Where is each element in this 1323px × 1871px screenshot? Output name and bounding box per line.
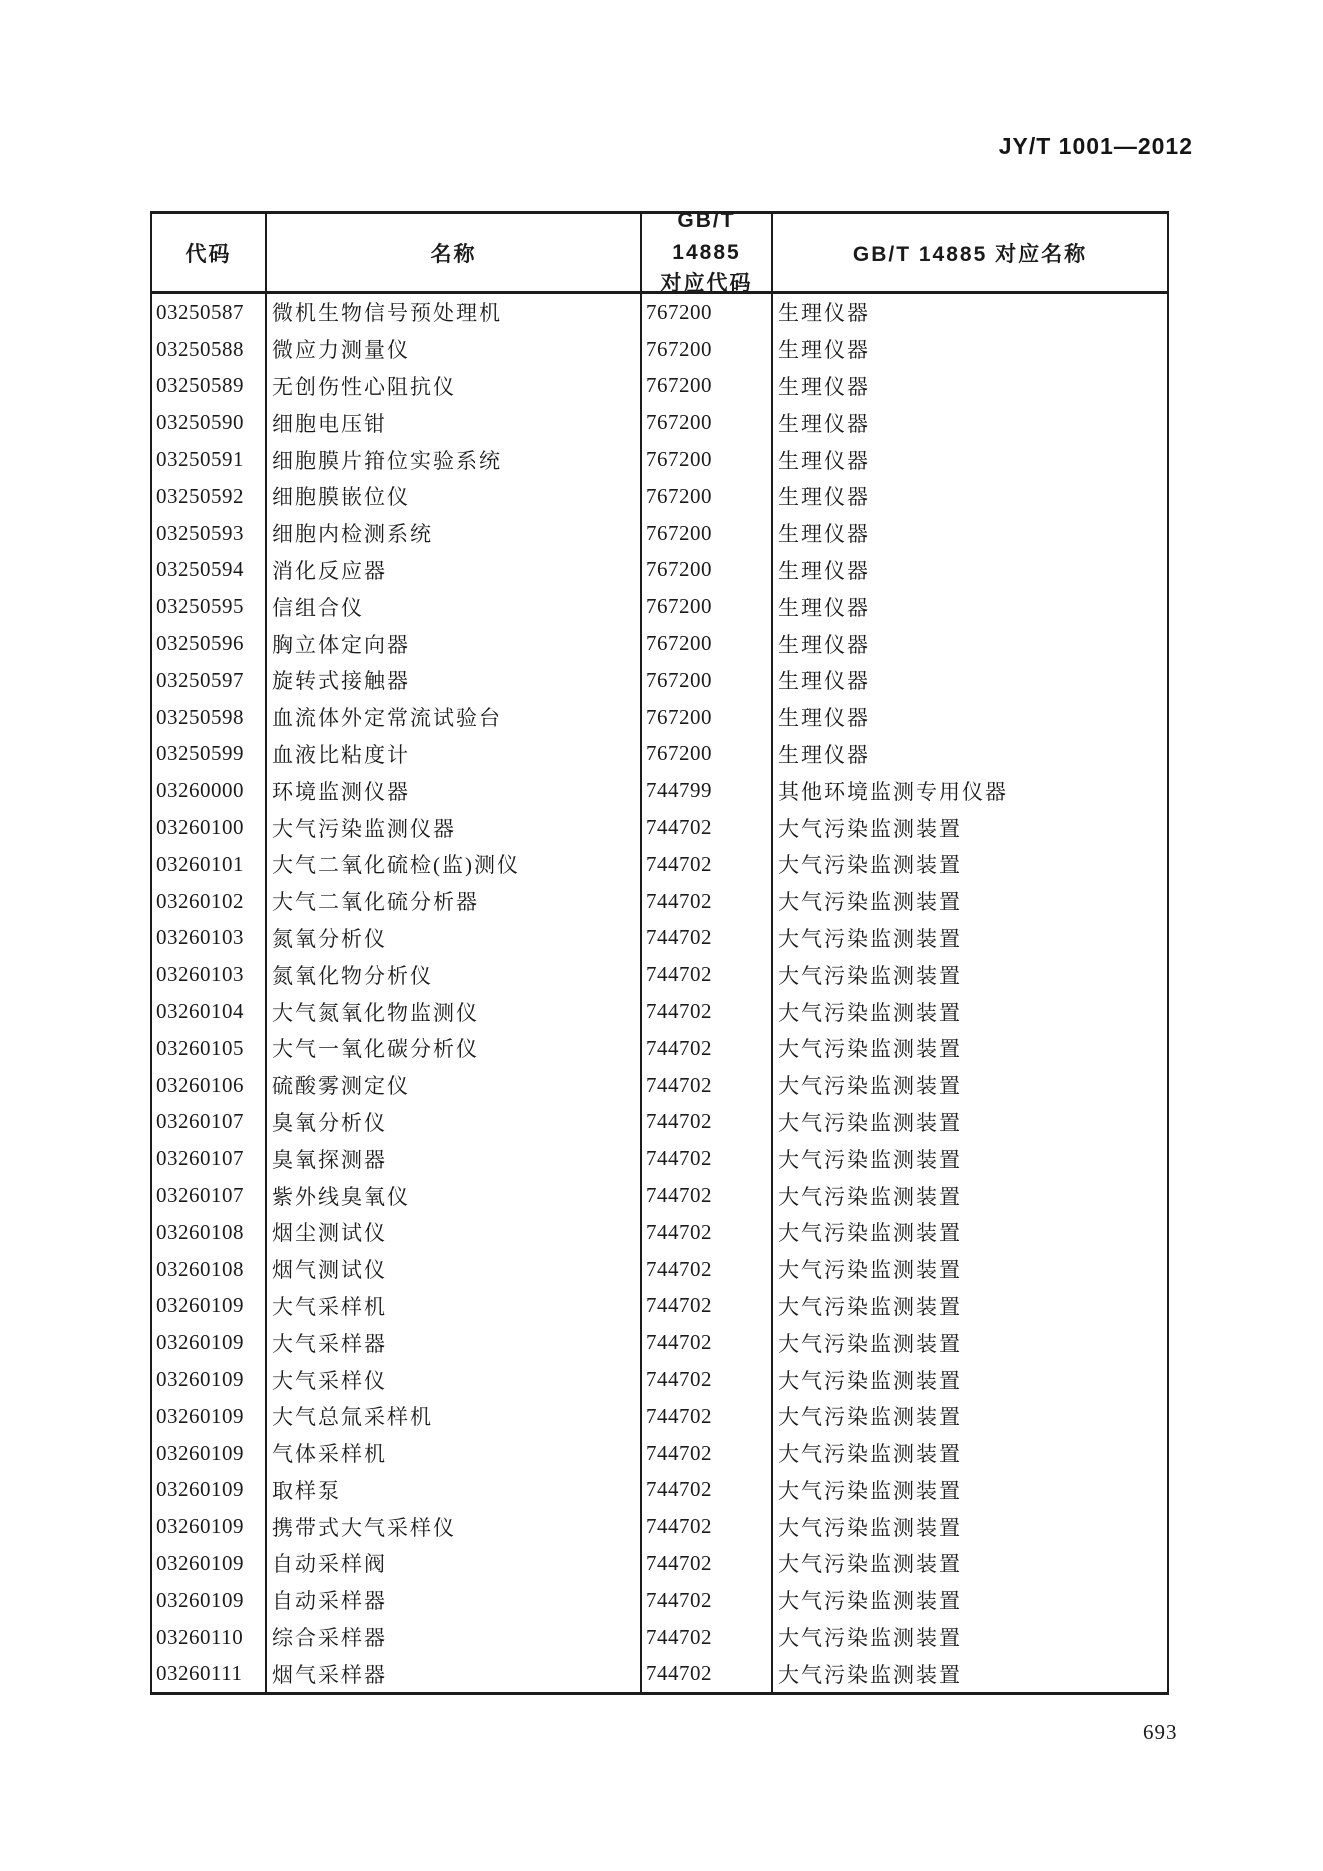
cell-name: 大气污染监测仪器 (267, 809, 642, 846)
cell-code: 03260107 (152, 1177, 267, 1214)
cell-code: 03260105 (152, 1030, 267, 1067)
cell-gbt-name: 大气污染监测装置 (778, 1221, 962, 1246)
cell-gbt-name: 生理仪器 (778, 301, 870, 326)
cell-name: 氮氧化物分析仪 (267, 956, 642, 993)
cell-code: 03250588 (152, 331, 267, 368)
cell-gbt-code: 744702 (642, 846, 773, 883)
cell-code: 03260109 (152, 1508, 267, 1545)
cell-name: 紫外线臭氧仪 (267, 1177, 642, 1214)
table-row (152, 368, 1167, 405)
table-row (152, 920, 1167, 957)
cell-code: 03260108 (152, 1251, 267, 1288)
cell-name: 大气氮氧化物监测仪 (267, 993, 642, 1030)
cell-code: 03260109 (152, 1435, 267, 1472)
table-row (152, 1067, 1167, 1104)
table-row (152, 1435, 1167, 1472)
cell-gbt-name: 大气污染监测装置 (778, 1000, 962, 1025)
table-row (152, 404, 1167, 441)
cell-gbt-code: 767200 (642, 515, 773, 552)
cell-name: 细胞膜片箝位实验系统 (267, 441, 642, 478)
cell-gbt-code: 767200 (642, 404, 773, 441)
table-row (152, 1655, 1167, 1692)
table-row (152, 1104, 1167, 1141)
cell-code: 03260107 (152, 1140, 267, 1177)
cell-name: 自动采样阀 (267, 1545, 642, 1582)
table-row (152, 846, 1167, 883)
cell-name: 大气采样仪 (267, 1361, 642, 1398)
cell-name: 胸立体定向器 (267, 625, 642, 662)
header-gbt-code (642, 209, 773, 296)
cell-name: 旋转式接触器 (267, 662, 642, 699)
table-row (152, 552, 1167, 589)
table-row (152, 1177, 1167, 1214)
cell-code: 03260110 (152, 1619, 267, 1656)
cell-gbt-name: 大气污染监测装置 (778, 1589, 962, 1614)
table-row (152, 772, 1167, 809)
cell-gbt-name: 大气污染监测装置 (778, 1258, 962, 1283)
cell-gbt-name: 大气污染监测装置 (778, 1184, 962, 1209)
cell-code: 03260109 (152, 1545, 267, 1582)
page-number: 693 (1143, 1720, 1178, 1744)
cell-code: 03260100 (152, 809, 267, 846)
cell-gbt-code: 744702 (642, 1508, 773, 1545)
cell-code: 03260108 (152, 1214, 267, 1251)
cell-gbt-code: 744702 (642, 1177, 773, 1214)
cell-gbt-code: 744702 (642, 1030, 773, 1067)
table-row (152, 294, 1167, 331)
cell-gbt-code: 744799 (642, 772, 773, 809)
header-gbt-name: GB/T 14885 对应名称 (852, 242, 1088, 266)
cell-name: 臭氧分析仪 (267, 1104, 642, 1141)
cell-gbt-code: 744702 (642, 1288, 773, 1325)
cell-gbt-code: 744702 (642, 1619, 773, 1656)
cell-name: 烟气测试仪 (267, 1251, 642, 1288)
cell-code: 03250598 (152, 699, 267, 736)
cell-code: 03260103 (152, 956, 267, 993)
cell-gbt-name: 大气污染监测装置 (778, 1368, 962, 1393)
cell-gbt-code: 744702 (642, 1214, 773, 1251)
table-row (152, 1545, 1167, 1582)
cell-gbt-name: 大气污染监测装置 (778, 1515, 962, 1540)
cell-gbt-code: 744702 (642, 1655, 773, 1692)
cell-gbt-code: 767200 (642, 699, 773, 736)
table-row (152, 1472, 1167, 1509)
cell-gbt-name: 大气污染监测装置 (778, 1405, 962, 1430)
table-row (152, 1251, 1167, 1288)
cell-gbt-code: 767200 (642, 588, 773, 625)
cell-name: 携带式大气采样仪 (267, 1508, 642, 1545)
table-row (152, 1324, 1167, 1361)
cell-code: 03260109 (152, 1324, 267, 1361)
cell-gbt-code: 744702 (642, 1104, 773, 1141)
cell-gbt-name: 生理仪器 (778, 338, 870, 363)
cell-name: 烟尘测试仪 (267, 1214, 642, 1251)
cell-name: 大气二氧化硫检(监)测仪 (267, 846, 642, 883)
cell-code: 03260111 (152, 1655, 267, 1692)
cell-gbt-name: 大气污染监测装置 (778, 853, 962, 878)
cell-gbt-name: 大气污染监测装置 (778, 1552, 962, 1577)
code-mapping-table (150, 211, 1169, 1695)
table-row (152, 1214, 1167, 1251)
doc-reference: JY/T 1001—2012 (998, 133, 1193, 159)
cell-gbt-code: 744702 (642, 809, 773, 846)
table-row (152, 809, 1167, 846)
cell-gbt-name: 生理仪器 (778, 448, 870, 473)
cell-gbt-name: 其他环境监测专用仪器 (778, 779, 1008, 804)
cell-gbt-code: 744702 (642, 1251, 773, 1288)
cell-name: 烟气采样器 (267, 1655, 642, 1692)
cell-gbt-code: 744702 (642, 1140, 773, 1177)
cell-code: 03260106 (152, 1067, 267, 1104)
cell-code: 03250589 (152, 368, 267, 405)
cell-code: 03260107 (152, 1104, 267, 1141)
cell-gbt-name: 生理仪器 (778, 374, 870, 399)
cell-gbt-code: 744702 (642, 920, 773, 957)
cell-gbt-code: 767200 (642, 552, 773, 589)
table-row (152, 662, 1167, 699)
cell-gbt-code: 744702 (642, 1545, 773, 1582)
table-row (152, 883, 1167, 920)
cell-code: 03250597 (152, 662, 267, 699)
cell-code: 03260109 (152, 1398, 267, 1435)
cell-name: 微应力测量仪 (267, 331, 642, 368)
cell-gbt-name: 大气污染监测装置 (778, 1147, 962, 1172)
cell-gbt-code: 744702 (642, 1067, 773, 1104)
cell-gbt-code: 767200 (642, 331, 773, 368)
cell-gbt-code: 767200 (642, 368, 773, 405)
cell-name: 血液比粘度计 (267, 736, 642, 773)
cell-gbt-name: 生理仪器 (778, 485, 870, 510)
cell-gbt-code: 744702 (642, 1324, 773, 1361)
cell-name: 取样泵 (267, 1472, 642, 1509)
cell-name: 大气采样机 (267, 1288, 642, 1325)
table-row (152, 331, 1167, 368)
cell-gbt-name: 大气污染监测装置 (778, 963, 962, 988)
cell-code: 03260102 (152, 883, 267, 920)
cell-gbt-name: 生理仪器 (778, 558, 870, 583)
table-row (152, 956, 1167, 993)
table-row (152, 699, 1167, 736)
cell-gbt-name: 大气污染监测装置 (778, 816, 962, 841)
cell-gbt-code: 744702 (642, 956, 773, 993)
cell-gbt-name: 大气污染监测装置 (778, 1626, 962, 1651)
cell-gbt-name: 大气污染监测装置 (778, 1331, 962, 1356)
cell-name: 微机生物信号预处理机 (267, 294, 642, 331)
cell-gbt-code: 744702 (642, 1398, 773, 1435)
cell-gbt-name: 生理仪器 (778, 522, 870, 547)
cell-code: 03250591 (152, 441, 267, 478)
cell-gbt-name: 大气污染监测装置 (778, 890, 962, 915)
table-row (152, 1582, 1167, 1619)
cell-gbt-name: 生理仪器 (778, 632, 870, 657)
table-row (152, 1619, 1167, 1656)
cell-code: 03250599 (152, 736, 267, 773)
cell-gbt-code: 767200 (642, 478, 773, 515)
cell-name: 气体采样机 (267, 1435, 642, 1472)
table-body (152, 294, 1167, 1692)
table-row (152, 1030, 1167, 1067)
cell-code: 03260109 (152, 1472, 267, 1509)
cell-gbt-name: 生理仪器 (778, 669, 870, 694)
cell-gbt-name: 大气污染监测装置 (778, 1294, 962, 1319)
cell-code: 03260109 (152, 1361, 267, 1398)
cell-name: 信组合仪 (267, 588, 642, 625)
table-header-row (152, 209, 1167, 296)
cell-code: 03250594 (152, 552, 267, 589)
cell-gbt-name: 大气污染监测装置 (778, 1074, 962, 1099)
cell-name: 血流体外定常流试验台 (267, 699, 642, 736)
cell-name: 无创伤性心阻抗仪 (267, 368, 642, 405)
cell-gbt-name: 生理仪器 (778, 706, 870, 731)
cell-gbt-code: 744702 (642, 1582, 773, 1619)
table-row (152, 736, 1167, 773)
header-gbt-code-line2: 对应代码 (660, 272, 753, 296)
cell-name: 环境监测仪器 (267, 772, 642, 809)
cell-name: 细胞电压钳 (267, 404, 642, 441)
cell-gbt-name: 生理仪器 (778, 411, 870, 436)
cell-code: 03260103 (152, 920, 267, 957)
table-row (152, 993, 1167, 1030)
cell-gbt-code: 767200 (642, 625, 773, 662)
cell-gbt-name: 大气污染监测装置 (778, 926, 962, 951)
cell-code: 03250592 (152, 478, 267, 515)
cell-name: 氮氧分析仪 (267, 920, 642, 957)
header-code: 代码 (152, 214, 267, 291)
table-row (152, 1140, 1167, 1177)
cell-gbt-name: 大气污染监测装置 (778, 1662, 962, 1687)
cell-gbt-code: 767200 (642, 736, 773, 773)
cell-gbt-code: 767200 (642, 294, 773, 331)
cell-gbt-code: 767200 (642, 441, 773, 478)
cell-name: 大气采样器 (267, 1324, 642, 1361)
cell-code: 03250595 (152, 588, 267, 625)
table-row (152, 478, 1167, 515)
cell-gbt-name: 生理仪器 (778, 742, 870, 767)
cell-name: 臭氧探测器 (267, 1140, 642, 1177)
cell-code: 03250587 (152, 294, 267, 331)
header-gbt-code-line1: GB/T 14885 (672, 209, 741, 264)
cell-code: 03260109 (152, 1582, 267, 1619)
cell-code: 03250590 (152, 404, 267, 441)
table-row (152, 1288, 1167, 1325)
cell-code: 03250593 (152, 515, 267, 552)
cell-gbt-code: 744702 (642, 993, 773, 1030)
cell-code: 03250596 (152, 625, 267, 662)
table-row (152, 588, 1167, 625)
cell-gbt-code: 744702 (642, 1435, 773, 1472)
table-row (152, 1508, 1167, 1545)
cell-gbt-code: 744702 (642, 1361, 773, 1398)
cell-name: 硫酸雾测定仪 (267, 1067, 642, 1104)
table-row (152, 1398, 1167, 1435)
cell-gbt-name: 大气污染监测装置 (778, 1478, 962, 1503)
cell-code: 03260000 (152, 772, 267, 809)
cell-name: 大气总氚采样机 (267, 1398, 642, 1435)
cell-code: 03260101 (152, 846, 267, 883)
cell-name: 大气一氧化碳分析仪 (267, 1030, 642, 1067)
cell-gbt-code: 744702 (642, 883, 773, 920)
cell-gbt-name: 生理仪器 (778, 595, 870, 620)
table-row (152, 441, 1167, 478)
cell-name: 综合采样器 (267, 1619, 642, 1656)
header-name: 名称 (267, 214, 642, 291)
cell-code: 03260109 (152, 1288, 267, 1325)
cell-gbt-code: 744702 (642, 1472, 773, 1509)
cell-name: 细胞内检测系统 (267, 515, 642, 552)
cell-name: 细胞膜嵌位仪 (267, 478, 642, 515)
cell-gbt-name: 大气污染监测装置 (778, 1037, 962, 1062)
table-row (152, 625, 1167, 662)
table-row (152, 515, 1167, 552)
cell-name: 自动采样器 (267, 1582, 642, 1619)
cell-gbt-name: 大气污染监测装置 (778, 1110, 962, 1135)
cell-gbt-name: 大气污染监测装置 (778, 1442, 962, 1467)
table-row (152, 1361, 1167, 1398)
cell-name: 消化反应器 (267, 552, 642, 589)
cell-gbt-code: 767200 (642, 662, 773, 699)
cell-name: 大气二氧化硫分析器 (267, 883, 642, 920)
cell-code: 03260104 (152, 993, 267, 1030)
